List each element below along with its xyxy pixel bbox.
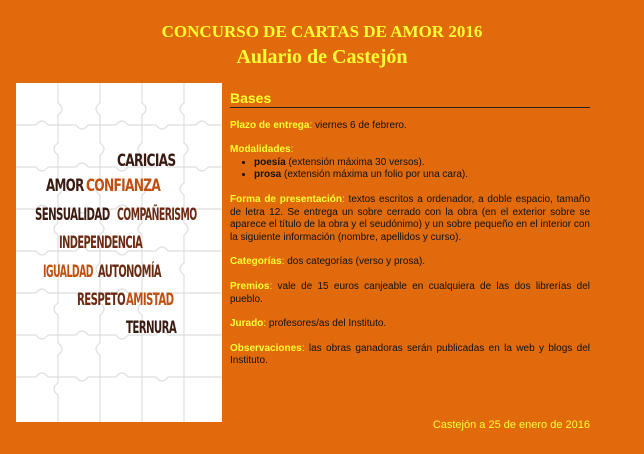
puzzle-poster-image [16, 83, 222, 422]
categorias-colon: : [281, 256, 285, 268]
modalidades-label: Modalidades [230, 144, 291, 156]
word-autonomia: AUTONOMÍA [98, 262, 161, 282]
jurado-text: profesores/as del Instituto. [266, 318, 387, 330]
word-confianza: CONFIANZA [86, 176, 161, 196]
list-item [254, 157, 590, 170]
plazo-colon: : [309, 119, 313, 131]
premios-paragraph [230, 281, 590, 306]
categorias-paragraph [230, 256, 590, 269]
jurado-colon: : [263, 318, 267, 330]
jurado-paragraph [230, 318, 590, 331]
bases-heading: Bases [230, 92, 590, 108]
observaciones-paragraph [230, 343, 590, 368]
forma-text: textos escritos a ordenador, a doble espacio, tamaño de letra 12. Se entrega un sobre cerrado con la obra (en el exterior sobre se aparece el título de la obra y el seudónimo) y un sobre pequeño en el interior con la siguiente información (nombre, apellidos y curso). [230, 193, 590, 243]
plazo-label: Plazo de entrega [230, 119, 310, 131]
categorias-text: dos categorías (verso y prosa). [284, 256, 426, 268]
word-companerismo: COMPAÑERISMO [117, 205, 197, 225]
modalidad-text: (extensión máxima un folio por una cara). [281, 169, 468, 181]
word-respeto: RESPETO [77, 290, 126, 310]
modalidad-text: (extensión máxima 30 versos). [285, 156, 425, 168]
plazo-text: viernes 6 de febrero. [312, 119, 407, 131]
signature-date: Castejón a 25 de enero de 2016 [432, 419, 590, 431]
observaciones-label: Observaciones [230, 342, 302, 354]
observaciones-colon: : [301, 342, 305, 354]
categorias-label: Categorías [230, 256, 282, 268]
word-ternura: TERNURA [126, 318, 177, 338]
word-independencia: INDEPENDENCIA [59, 233, 143, 253]
modalidades-list [230, 157, 590, 182]
modalidades-colon: : [290, 144, 294, 156]
word-sensualidad: SENSUALIDAD [35, 205, 110, 225]
modalidades-paragraph [230, 144, 590, 182]
observaciones-text: las obras ganadoras serán publicadas en la web y blogs del Instituto. [230, 342, 590, 367]
list-item [254, 169, 590, 182]
forma-paragraph [230, 194, 590, 244]
poster-words [16, 83, 222, 422]
premios-label: Premios [230, 280, 270, 292]
word-igualdad: IGUALDAD [43, 262, 94, 282]
jurado-label: Jurado [230, 318, 264, 330]
forma-label: Forma de presentación [230, 193, 342, 205]
modalidad-name: prosa [254, 169, 282, 181]
premios-text: vale de 15 euros canjeable en cualquiera de las dos librerías del pueblo. [230, 280, 590, 305]
forma-colon: : [342, 193, 345, 205]
word-amor: AMOR [46, 176, 84, 196]
bases-content [230, 92, 590, 380]
page-title: CONCURSO DE CARTAS DE AMOR 2016 [161, 22, 483, 41]
plazo-paragraph [230, 120, 590, 133]
word-caricias: CARICIAS [117, 151, 176, 171]
word-amistad: AMISTAD [126, 290, 174, 310]
premios-colon: : [269, 280, 273, 292]
page-subtitle: Aulario de Castejón [236, 46, 408, 68]
modalidad-name: poesía [254, 156, 286, 168]
